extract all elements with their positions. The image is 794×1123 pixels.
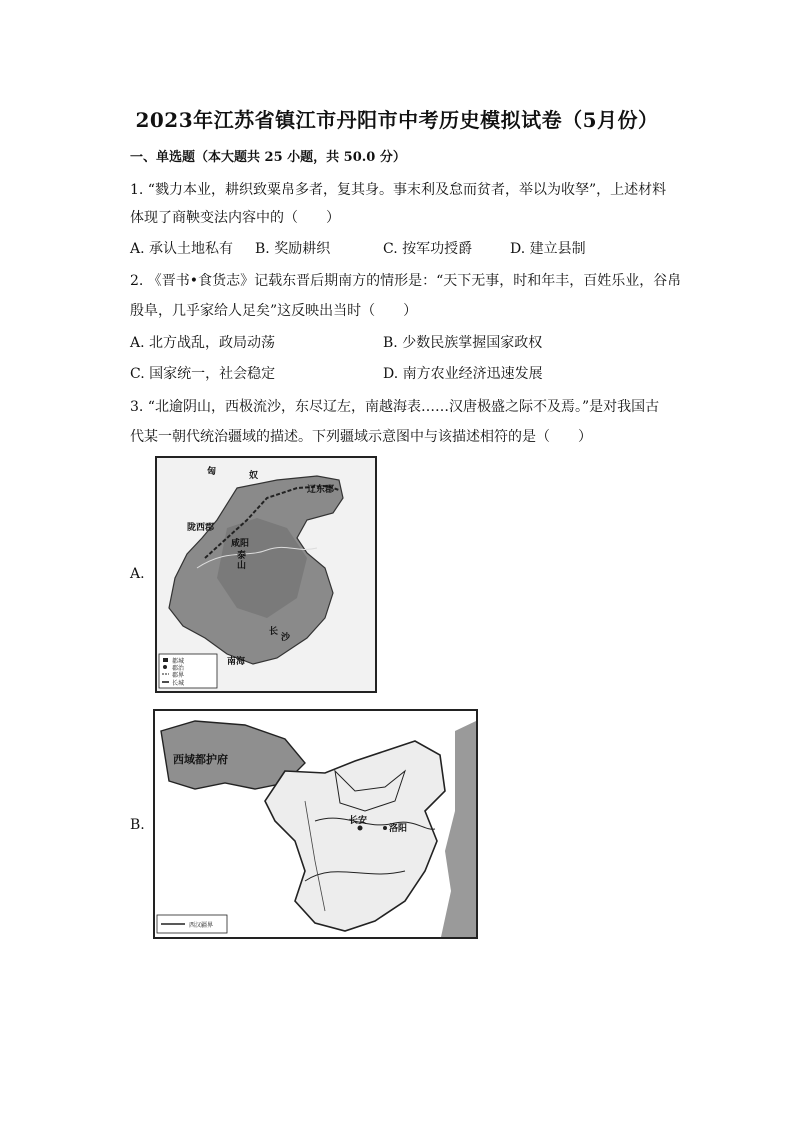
- map-a-label-liaodong: 辽东郡: [307, 485, 335, 495]
- map-a-svg: [157, 458, 375, 691]
- map-a-label-nanhai: 南海: [227, 657, 246, 667]
- map-b-western-han[interactable]: [153, 709, 478, 939]
- map-b-label-changan: 长安: [349, 816, 368, 826]
- map-a-label-tai: 泰: [237, 551, 247, 561]
- section-heading: 一、单选题（本大题共 25 小题，共 50.0 分）: [130, 150, 406, 165]
- map-a-label-xiong: 匈: [207, 467, 217, 477]
- map-b-legend-border: 西汉疆界: [189, 922, 214, 929]
- map-a-legend-border: 郡界: [172, 672, 185, 679]
- q2-text-line2: 殷阜，几乎家给人足矣”这反映出当时（ ）: [130, 303, 418, 319]
- q2-option-b[interactable]: B. 少数民族掌握国家政权: [383, 335, 543, 351]
- q2-option-d[interactable]: D. 南方农业经济迅速发展: [383, 366, 543, 382]
- q3-option-a-label[interactable]: A.: [130, 566, 145, 582]
- q1-option-a[interactable]: A. 承认土地私有: [130, 241, 234, 257]
- q1-text-line2: 体现了商鞅变法内容中的（ ）: [130, 210, 340, 226]
- map-b-svg: [155, 711, 476, 937]
- q3-option-b-label[interactable]: B.: [130, 817, 145, 833]
- map-a-legend-commandery: 郡治: [172, 665, 185, 672]
- q3-text-line2: 代某一朝代统治疆域的描述。下列疆域示意图中与该描述相符的是（ ）: [130, 429, 592, 445]
- map-a-legend-wall: 长城: [172, 680, 185, 687]
- map-a-label-nu: 奴: [249, 471, 259, 481]
- map-a-legend-capital: 都城: [172, 658, 185, 665]
- q1-text-line1: 1. “戮力本业，耕织致粟帛多者，复其身。事末利及怠而贫者，举以为收孥”，上述材料: [130, 182, 667, 198]
- q1-option-d[interactable]: D. 建立县制: [510, 241, 586, 257]
- map-a-label-xianyang: 咸阳: [231, 539, 250, 549]
- map-a-label-sha: 沙: [281, 633, 291, 643]
- map-a-label-shan: 山: [237, 561, 247, 571]
- map-a-label-chang: 长: [269, 627, 279, 637]
- map-b-label-xiyu: 西域都护府: [173, 753, 228, 766]
- q1-option-b[interactable]: B. 奖励耕织: [255, 241, 331, 257]
- exam-title: 2023年江苏省镇江市丹阳市中考历史模拟试卷（5月份）: [135, 108, 659, 132]
- map-b-label-luoyang: 洛阳: [389, 824, 408, 834]
- q3-text-line1: 3. “北逾阴山，西极流沙，东尽辽左，南越海表……汉唐极盛之际不及焉。”是对我国古: [130, 399, 660, 415]
- map-a-qin[interactable]: [155, 456, 377, 693]
- q1-option-c[interactable]: C. 按军功授爵: [383, 241, 473, 257]
- map-a-label-longxi: 陇西郡: [187, 523, 215, 533]
- q2-option-a[interactable]: A. 北方战乱，政局动荡: [130, 335, 276, 351]
- q2-text-line1: 2. 《晋书•食货志》记载东晋后期南方的情形是：“天下无事，时和年丰，百姓乐业，谷帛: [130, 273, 682, 289]
- q2-option-c[interactable]: C. 国家统一，社会稳定: [130, 366, 276, 382]
